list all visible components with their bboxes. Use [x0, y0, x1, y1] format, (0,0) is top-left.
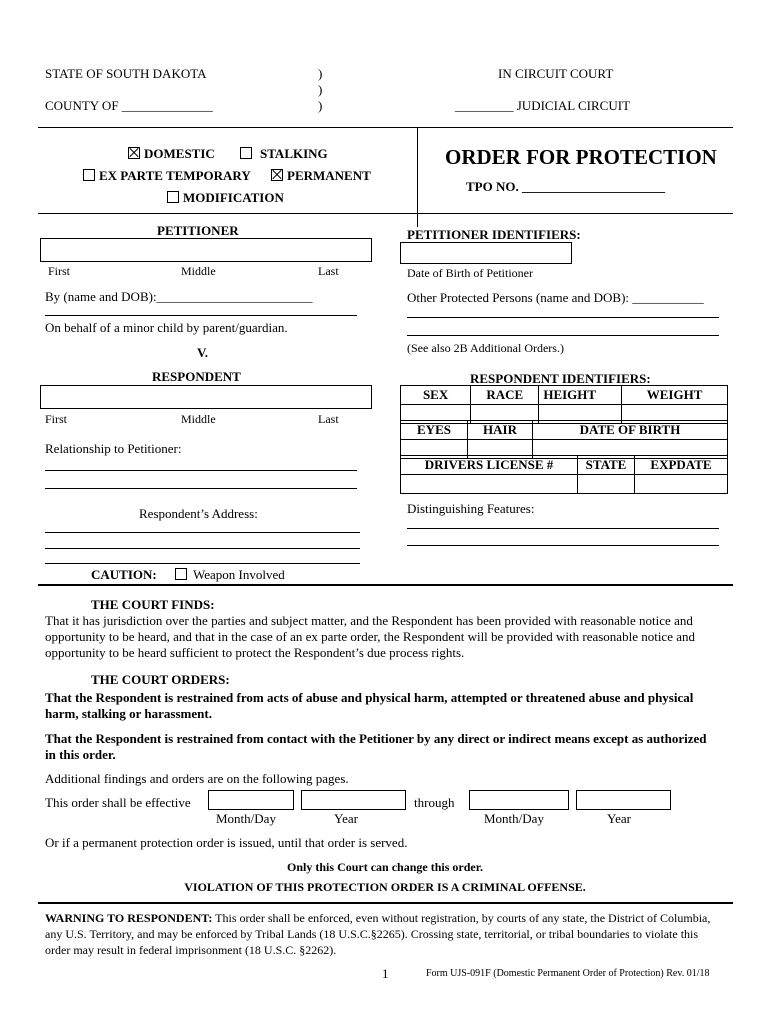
start-monthday-input[interactable] [208, 790, 294, 810]
checkbox-icon[interactable] [240, 147, 252, 159]
license-cell[interactable] [401, 475, 578, 494]
paren: ) [318, 98, 323, 113]
behalf-label: On behalf of a minor child by parent/guardian. [45, 320, 288, 335]
weight-header: WEIGHT [622, 386, 728, 405]
respondent-identifiers-heading: RESPONDENT IDENTIFIERS: [470, 371, 651, 386]
checkbox-icon[interactable] [83, 169, 95, 181]
first-label: First [45, 412, 68, 426]
identifiers-table-row2 [400, 420, 728, 459]
address-label: Respondent’s Address: [139, 506, 258, 521]
checked-box-icon[interactable] [128, 147, 140, 159]
orders-heading: THE COURT ORDERS: [91, 672, 230, 687]
domestic-option[interactable]: DOMESTIC [128, 146, 215, 162]
middle-label: Middle [181, 264, 216, 278]
middle-label: Middle [181, 412, 216, 426]
checkbox-icon[interactable] [175, 568, 187, 580]
blank-line[interactable] [45, 315, 357, 316]
paren: ) [318, 66, 323, 81]
identifiers-table-row1 [400, 385, 728, 424]
warning-label: WARNING TO RESPONDENT: [45, 911, 213, 925]
checked-box-icon[interactable] [271, 169, 283, 181]
findings-text: That it has jurisdiction over the parties and subject matter, and the Respondent has been provided with reasonable notice and opportunity to be heard, and that in the case of an ex parte order, the Respondent will be provided with reasonable notice and opportunity to be heard sufficient to protect the Respondent’s due process rights. [45, 613, 695, 660]
blank-line[interactable] [407, 528, 719, 529]
blank-line[interactable] [45, 532, 360, 533]
petitioner-dob-input[interactable] [400, 242, 572, 264]
blank-line[interactable] [45, 470, 357, 471]
caution-label: CAUTION: [91, 567, 157, 582]
county-field[interactable]: COUNTY OF ______________ [45, 98, 213, 113]
checkbox-icon[interactable] [167, 191, 179, 203]
end-monthday-input[interactable] [469, 790, 569, 810]
monthday-label: Month/Day [216, 811, 276, 826]
respondent-name-input[interactable] [40, 385, 372, 409]
state-cell[interactable] [578, 475, 635, 494]
first-label: First [48, 264, 71, 278]
blank-line[interactable] [407, 317, 719, 318]
by-field[interactable]: By (name and DOB):________________________ [45, 289, 313, 304]
relationship-label: Relationship to Petitioner: [45, 441, 182, 456]
stalking-option[interactable]: STALKING [240, 146, 328, 162]
blank-line[interactable] [407, 545, 719, 546]
features-label: Distinguishing Features: [407, 501, 535, 516]
height-header: HEIGHT [539, 386, 622, 405]
sex-header: SEX [401, 386, 471, 405]
blank-line[interactable] [45, 563, 360, 564]
license-header: DRIVERS LICENSE # [401, 456, 578, 475]
blank-line[interactable] [407, 335, 719, 336]
dob-label: Date of Birth of Petitioner [407, 266, 533, 280]
permanent-note: Or if a permanent protection order is issued, until that order is served. [45, 835, 408, 850]
see-also-note: (See also 2B Additional Orders.) [407, 341, 564, 355]
blank-line[interactable] [45, 548, 360, 549]
hair-header: HAIR [468, 421, 533, 440]
expdate-header: EXPDATE [635, 456, 728, 475]
through-label: through [414, 795, 455, 810]
only-court-note: Only this Court can change this order. [287, 860, 483, 874]
ex-parte-option[interactable]: EX PARTE TEMPORARY [83, 168, 251, 184]
other-protected-field[interactable]: Other Protected Persons (name and DOB): ___________ [407, 290, 704, 305]
expdate-cell[interactable] [635, 475, 728, 494]
divider [38, 902, 733, 904]
restrain-abuse-text: That the Respondent is restrained from acts of abuse and physical harm, attempted or threatened abuse and physical harm, stalking or harassment. [45, 690, 694, 721]
effective-label: This order shall be effective [45, 795, 191, 810]
petitioner-heading: PETITIONER [157, 223, 239, 238]
circuit-field[interactable]: _________ JUDICIAL CIRCUIT [455, 98, 631, 113]
restrain-contact-text: That the Respondent is restrained from contact with the Petitioner by any direct or indirect means except as authorized in this order. [45, 731, 707, 762]
petitioner-identifiers-heading: PETITIONER IDENTIFIERS: [407, 227, 581, 242]
modification-option[interactable]: MODIFICATION [167, 190, 284, 206]
additional-note: Additional findings and orders are on the following pages. [45, 771, 349, 786]
race-header: RACE [471, 386, 539, 405]
last-label: Last [318, 264, 339, 278]
court-label: IN CIRCUIT COURT [498, 66, 614, 81]
form-id: Form UJS-091F (Domestic Permanent Order of Protection) Rev. 01/18 [426, 968, 710, 979]
findings-heading: THE COURT FINDS: [91, 597, 215, 612]
dob-header: DATE OF BIRTH [533, 421, 728, 440]
page-title: ORDER FOR PROTECTION [445, 145, 717, 169]
versus-label: V. [197, 345, 208, 360]
paren: ) [318, 82, 323, 97]
year-label: Year [607, 811, 631, 826]
eyes-header: EYES [401, 421, 468, 440]
permanent-option[interactable]: PERMANENT [271, 168, 371, 184]
warning-block [45, 910, 725, 958]
blank-line[interactable] [45, 488, 357, 489]
page-number: 1 [382, 966, 389, 981]
identifiers-table-row3 [400, 455, 728, 494]
start-year-input[interactable] [301, 790, 406, 810]
divider [38, 584, 733, 586]
divider [38, 213, 733, 214]
monthday-label: Month/Day [484, 811, 544, 826]
year-label: Year [334, 811, 358, 826]
divider [417, 127, 418, 227]
state-header: STATE [578, 456, 635, 475]
last-label: Last [318, 412, 339, 426]
warning-text: This order shall be enforced, even without registration, by courts of any state, the District of Columbia, any U.S. Territory, and may be enforced by Tribal Lands (18 U.S.C.§2265). Crossing state, territorial, or tribal boundaries to violate this order may result in federal imprisonment (18 U.S.C. §2262). [45, 911, 711, 957]
end-year-input[interactable] [576, 790, 671, 810]
petitioner-name-input[interactable] [40, 238, 372, 262]
tpo-field[interactable]: TPO NO. ______________________ [466, 179, 665, 194]
divider [38, 127, 733, 128]
weapon-option[interactable]: Weapon Involved [175, 567, 285, 583]
respondent-heading: RESPONDENT [152, 369, 241, 384]
violation-note: VIOLATION OF THIS PROTECTION ORDER IS A CRIMINAL OFFENSE. [184, 880, 586, 894]
state-label: STATE OF SOUTH DAKOTA [45, 66, 207, 81]
